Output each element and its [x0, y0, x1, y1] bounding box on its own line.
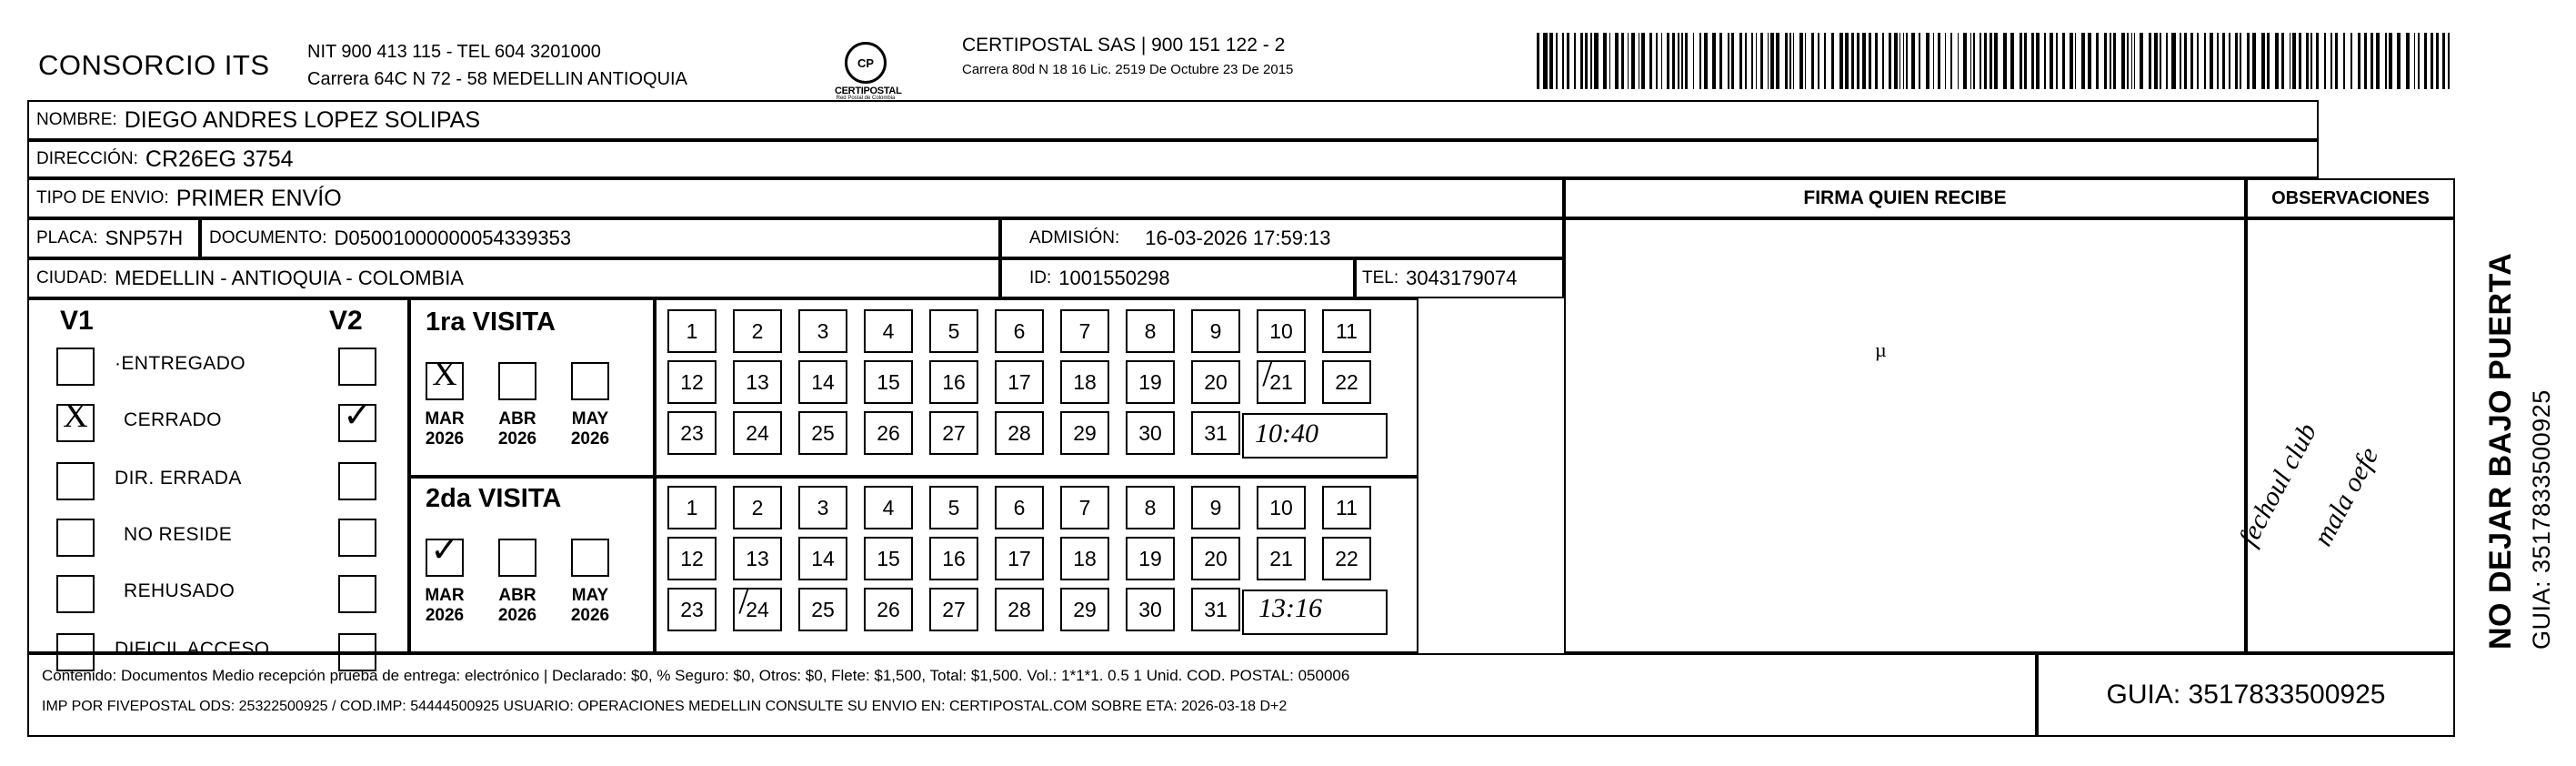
day-cell-25[interactable] — [798, 588, 847, 631]
id-value: 1001550298 — [1058, 267, 1170, 289]
field-placa — [27, 218, 200, 258]
day-cell-1[interactable] — [667, 309, 717, 353]
day-number: 21 / — [1262, 352, 1293, 394]
status-block — [27, 298, 409, 660]
status-label-dir-errada: DIR. ERRADA — [115, 468, 242, 489]
operator-name: CERTIPOSTAL SAS | 900 151 122 - 2 — [962, 35, 1286, 55]
company-nit-line1: NIT 900 413 115 - TEL 604 3201000 — [307, 42, 601, 62]
field-direccion — [27, 140, 2319, 178]
day-number: 10 — [1269, 495, 1293, 519]
status-checkbox-v2-cerrado[interactable] — [338, 397, 376, 442]
day-number: 13 — [746, 546, 769, 570]
day-cell-17[interactable] — [995, 537, 1044, 580]
field-documento — [200, 218, 1000, 258]
day-mark: / — [738, 580, 749, 621]
day-number: 27 — [942, 420, 966, 445]
firma-header — [1564, 178, 2246, 218]
waybill-sheet — [27, 13, 2555, 750]
day-number: 15 — [877, 546, 900, 570]
check-mark: ✓ — [430, 531, 459, 569]
day-number: 21 — [1269, 546, 1293, 570]
logo-sub: Red Postal de Colombia — [836, 96, 896, 101]
tipo-envio-value: PRIMER ENVÍO — [175, 185, 342, 211]
day-cell-24[interactable] — [733, 580, 782, 631]
day-number: 8 — [1144, 318, 1157, 343]
guia-number: GUIA: 3517833500925 — [2106, 680, 2386, 710]
footer-guia — [2037, 653, 2455, 737]
visit2-title: 2da VISITA — [426, 484, 562, 513]
visit2-month-block — [409, 477, 655, 653]
day-cell-2[interactable] — [733, 486, 782, 529]
day-number: 16 — [942, 546, 966, 570]
day-cell-15[interactable] — [864, 537, 913, 580]
status-label-no-reside: NO RESIDE — [124, 524, 233, 545]
day-number: 19 — [1138, 546, 1162, 570]
day-number: 28 — [1007, 597, 1031, 621]
day-cell-30[interactable] — [1126, 411, 1175, 455]
visit2-day-grid — [655, 477, 1418, 653]
day-number: 1 — [686, 495, 698, 519]
day-number: 27 — [942, 597, 966, 621]
month-name: MAY — [571, 409, 609, 428]
day-cell-27[interactable] — [929, 411, 978, 455]
document-header — [35, 13, 1526, 100]
day-number: 5 — [947, 318, 960, 343]
day-number: 24 / — [738, 580, 769, 621]
firma-area[interactable] — [1564, 218, 2246, 653]
day-number: 9 — [1209, 495, 1222, 519]
side-notice: NO DEJAR BAJO PUERTA — [2482, 252, 2518, 650]
check-mark: X — [432, 355, 457, 393]
day-cell-9[interactable] — [1191, 309, 1240, 353]
admision-label: ADMISIÓN: — [1029, 228, 1120, 247]
status-label-entregado: ·ENTREGADO — [115, 353, 246, 374]
side-guia-block — [2519, 0, 2564, 650]
day-number: 18 — [1073, 369, 1097, 394]
day-number: 19 — [1138, 369, 1162, 394]
day-cell-5[interactable] — [929, 486, 978, 529]
day-cell-2[interactable] — [733, 309, 782, 353]
field-nombre — [27, 100, 2319, 140]
day-number: 14 — [811, 369, 835, 394]
certipostal-logo — [835, 42, 902, 101]
day-cell-29[interactable] — [1060, 588, 1109, 631]
day-cell-14[interactable] — [798, 537, 847, 580]
tipo-envio-label: TIPO DE ENVIO: — [36, 188, 169, 207]
visit2-month-may-label — [560, 586, 620, 626]
day-cell-1[interactable] — [667, 486, 717, 529]
day-number: 15 — [877, 369, 900, 394]
day-number: 11 — [1336, 318, 1358, 343]
day-number: 12 — [680, 546, 704, 570]
day-cell-5[interactable] — [929, 309, 978, 353]
placa-value: SNP57H — [105, 227, 184, 249]
status-checkbox-v1-dir-errada[interactable] — [56, 462, 95, 500]
day-cell-8[interactable] — [1126, 486, 1175, 529]
day-cell-19[interactable] — [1126, 360, 1175, 404]
day-number: 12 — [680, 369, 704, 394]
day-number: 26 — [877, 420, 900, 445]
day-cell-7[interactable] — [1060, 486, 1109, 529]
day-number: 6 — [1013, 495, 1026, 519]
day-number: 11 — [1336, 495, 1358, 519]
day-number: 23 — [680, 597, 704, 621]
visit1-month-block — [409, 298, 655, 477]
ciudad-value: MEDELLIN - ANTIOQUIA - COLOMBIA — [115, 267, 464, 289]
visit1-time-value: 10:40 — [1255, 418, 1318, 449]
visit2-time-box[interactable] — [1242, 590, 1388, 635]
day-number: 2 — [751, 318, 764, 343]
day-number: 16 — [942, 369, 966, 394]
logo-name: CERTIPOSTAL — [835, 86, 902, 96]
status-label-cerrado: CERRADO — [124, 409, 222, 430]
day-cell-12[interactable] — [667, 537, 717, 580]
check-mark: X — [63, 397, 88, 435]
day-cell-11[interactable] — [1322, 486, 1371, 529]
day-cell-30[interactable] — [1126, 588, 1175, 631]
day-cell-16[interactable] — [929, 360, 978, 404]
day-cell-18[interactable] — [1060, 537, 1109, 580]
day-number: 7 — [1078, 318, 1091, 343]
day-cell-26[interactable] — [864, 411, 913, 455]
day-number: 31 — [1204, 597, 1228, 621]
day-cell-4[interactable] — [864, 309, 913, 353]
visit1-time-box[interactable] — [1242, 413, 1388, 459]
company-name: CONSORCIO ITS — [38, 49, 270, 81]
ciudad-label: CIUDAD: — [36, 268, 108, 287]
day-cell-15[interactable] — [864, 360, 913, 404]
day-number: 20 — [1204, 369, 1228, 394]
visit1-title: 1ra VISITA — [426, 307, 556, 337]
nombre-label: NOMBRE: — [36, 110, 117, 129]
day-cell-20[interactable] — [1191, 360, 1240, 404]
observacion-line-2: mala oefe — [2307, 442, 2385, 551]
day-cell-7[interactable] — [1060, 309, 1109, 353]
day-number: 2 — [751, 495, 764, 519]
day-cell-31[interactable] — [1191, 588, 1240, 631]
day-number: 28 — [1007, 420, 1031, 445]
nombre-value: DIEGO ANDRES LOPEZ SOLIPAS — [124, 106, 481, 133]
field-admision — [1000, 218, 1564, 258]
day-cell-13[interactable] — [733, 360, 782, 404]
day-number: 26 — [877, 597, 900, 621]
day-cell-14[interactable] — [798, 360, 847, 404]
day-cell-11[interactable] — [1322, 309, 1371, 353]
day-cell-10[interactable] — [1257, 309, 1306, 353]
day-number: 4 — [882, 495, 895, 519]
day-cell-27[interactable] — [929, 588, 978, 631]
observaciones-label: OBSERVACIONES — [2271, 187, 2430, 208]
month-name: ABR — [498, 409, 536, 428]
month-name: MAR — [425, 586, 465, 605]
day-number: 25 — [811, 420, 835, 445]
day-number: 22 — [1335, 546, 1358, 570]
status-checkbox-v2-entregado[interactable] — [338, 348, 376, 386]
visit1-month-mar-checkbox[interactable] — [426, 355, 464, 400]
day-cell-3[interactable] — [798, 309, 847, 353]
day-cell-24[interactable] — [733, 411, 782, 455]
day-cell-28[interactable] — [995, 588, 1044, 631]
day-cell-22[interactable] — [1322, 537, 1371, 580]
day-number: 22 — [1335, 369, 1358, 394]
check-mark: ✓ — [343, 397, 372, 435]
day-cell-21[interactable] — [1257, 352, 1306, 404]
field-id — [1000, 258, 1355, 298]
day-cell-29[interactable] — [1060, 411, 1109, 455]
month-name: MAY — [571, 586, 609, 605]
day-number: 3 — [817, 495, 829, 519]
company-address-line: Carrera 64C N 72 - 58 MEDELLIN ANTIOQUIA — [307, 69, 687, 89]
status-checkbox-v1-entregado[interactable] — [56, 348, 95, 386]
visit2-time-value: 13:16 — [1258, 593, 1322, 623]
firma-handwriting: µ — [1875, 338, 1887, 361]
footer-line-1: Contenido: Documentos Medio recepción prueba de entrega: electrónico | Declarado: $0, % Seguro: $0, Otros: $0, Flete: $1,500, Total: $1,500. Vol.: 1*1*1. 0.5 1 Unid. COD. POSTAL: 050006 — [42, 667, 1350, 684]
visit1-day-grid — [655, 298, 1418, 477]
day-number: 13 — [746, 369, 769, 394]
month-year: 2026 — [570, 429, 610, 449]
day-cell-22[interactable] — [1322, 360, 1371, 404]
day-number: 29 — [1073, 597, 1097, 621]
visit1-month-mar-label — [415, 409, 475, 449]
day-number: 17 — [1007, 369, 1031, 394]
day-mark: / — [1262, 352, 1273, 394]
status-checkbox-v1-cerrado[interactable] — [56, 397, 95, 442]
observaciones-header — [2246, 178, 2455, 218]
company-contact — [307, 38, 687, 93]
month-year: 2026 — [497, 606, 537, 625]
day-number: 30 — [1138, 420, 1162, 445]
day-number: 31 — [1204, 420, 1228, 445]
field-ciudad — [27, 258, 1000, 298]
day-cell-13[interactable] — [733, 537, 782, 580]
day-cell-6[interactable] — [995, 309, 1044, 353]
visit2-month-mar-checkbox[interactable] — [426, 531, 464, 577]
day-number: 3 — [817, 318, 829, 343]
status-checkbox-v2-rehusado[interactable] — [338, 575, 376, 613]
day-cell-31[interactable] — [1191, 411, 1240, 455]
day-number: 20 — [1204, 546, 1228, 570]
day-cell-12[interactable] — [667, 360, 717, 404]
day-number: 9 — [1209, 318, 1222, 343]
day-cell-4[interactable] — [864, 486, 913, 529]
month-name: MAR — [425, 409, 465, 428]
status-checkbox-v1-no-reside[interactable] — [56, 519, 95, 557]
day-cell-21[interactable] — [1257, 537, 1306, 580]
operator-license: Carrera 80d N 18 16 Lic. 2519 De Octubre 23 De 2015 — [962, 62, 1294, 77]
day-cell-17[interactable] — [995, 360, 1044, 404]
day-number: 14 — [811, 546, 835, 570]
month-year: 2026 — [570, 606, 610, 625]
day-cell-28[interactable] — [995, 411, 1044, 455]
day-cell-9[interactable] — [1191, 486, 1240, 529]
day-cell-16[interactable] — [929, 537, 978, 580]
day-cell-20[interactable] — [1191, 537, 1240, 580]
month-year: 2026 — [425, 429, 465, 449]
day-cell-18[interactable] — [1060, 360, 1109, 404]
visit2-month-may-checkbox[interactable] — [571, 539, 609, 577]
day-number: 7 — [1078, 495, 1091, 519]
visit2-month-mar-label — [415, 586, 475, 626]
barcode — [1537, 33, 2455, 89]
day-number: 23 — [680, 420, 704, 445]
v2-header: V2 — [329, 306, 363, 336]
status-checkbox-v1-rehusado[interactable] — [56, 575, 95, 613]
admision-value: 16-03-2026 17:59:13 — [1145, 227, 1331, 249]
visit1-month-may-label — [560, 409, 620, 449]
direccion-value: CR26EG 3754 — [145, 146, 294, 172]
field-tel — [1355, 258, 1564, 298]
day-number: 25 — [811, 597, 835, 621]
direccion-label: DIRECCIÓN: — [36, 149, 138, 168]
day-number: 29 — [1073, 420, 1097, 445]
field-tipo-envio — [27, 178, 1564, 218]
tel-value: 3043179074 — [1406, 267, 1518, 289]
day-number: 4 — [882, 318, 895, 343]
day-cell-23[interactable] — [667, 588, 717, 631]
day-number: 6 — [1013, 318, 1026, 343]
status-checkbox-v2-no-reside[interactable] — [338, 519, 376, 557]
placa-label: PLACA: — [36, 228, 98, 247]
observaciones-area[interactable] — [2232, 218, 2455, 653]
day-number: 8 — [1144, 495, 1157, 519]
day-cell-19[interactable] — [1126, 537, 1175, 580]
month-name: ABR — [498, 586, 536, 605]
status-label-rehusado: REHUSADO — [124, 580, 236, 601]
day-number: 1 — [686, 318, 698, 343]
tel-label: TEL: — [1362, 268, 1399, 287]
day-cell-25[interactable] — [798, 411, 847, 455]
month-year: 2026 — [425, 606, 465, 625]
day-number: 24 — [746, 420, 769, 445]
day-number: 10 — [1269, 318, 1293, 343]
day-number: 30 — [1138, 597, 1162, 621]
visit1-month-may-checkbox[interactable] — [571, 362, 609, 400]
documento-label: DOCUMENTO: — [209, 228, 327, 247]
visit2-month-abr-checkbox[interactable] — [498, 539, 536, 577]
visit1-month-abr-label — [487, 409, 547, 449]
visit1-month-abr-checkbox[interactable] — [498, 362, 536, 400]
day-cell-8[interactable] — [1126, 309, 1175, 353]
documento-value: D05001000000054339353 — [334, 227, 572, 249]
visit2-month-abr-label — [487, 586, 547, 626]
status-checkbox-v2-dir-errada[interactable] — [338, 462, 376, 500]
side-guia: GUIA: 3517833500925 — [2527, 389, 2555, 650]
day-cell-10[interactable] — [1257, 486, 1306, 529]
day-cell-26[interactable] — [864, 588, 913, 631]
day-cell-6[interactable] — [995, 486, 1044, 529]
id-label: ID: — [1029, 268, 1052, 287]
day-number: 17 — [1007, 546, 1031, 570]
logo-circle-icon: CP — [845, 42, 887, 84]
day-number: 5 — [947, 495, 960, 519]
day-cell-3[interactable] — [798, 486, 847, 529]
month-year: 2026 — [497, 429, 537, 449]
firma-label: FIRMA QUIEN RECIBE — [1803, 187, 2007, 208]
footer-line-2: IMP POR FIVEPOSTAL ODS: 25322500925 / COD.IMP: 54444500925 USUARIO: OPERACIONES MEDELLIN CONSULTE SU ENVIO EN: CERTIPOSTAL.COM SOBRE ETA: 2026-03-18 D+2 — [42, 699, 1288, 714]
day-number: 18 — [1073, 546, 1097, 570]
observacion-line-1: fechoul club — [2232, 418, 2323, 551]
day-cell-23[interactable] — [667, 411, 717, 455]
status-label-dificil-acceso: DIFICIL ACCESO — [115, 639, 270, 660]
footer-details — [27, 653, 2037, 737]
v1-header: V1 — [60, 306, 94, 336]
